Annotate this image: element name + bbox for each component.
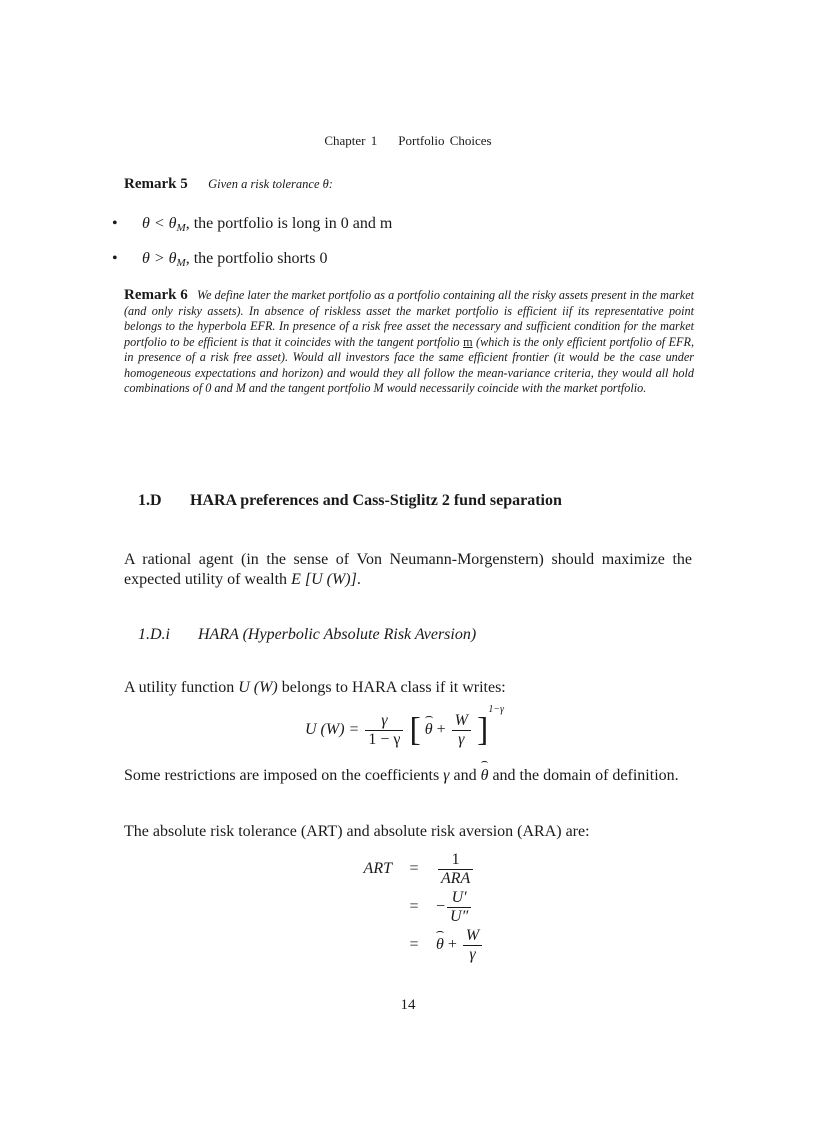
- bullet-icon: •: [112, 250, 118, 267]
- bullet-math-subscript: M: [176, 222, 186, 234]
- page-number: 14: [400, 997, 416, 1013]
- subsection-title-text: HARA (Hyperbolic Absolute Risk Aversion): [198, 626, 477, 643]
- equals-sign: =: [409, 936, 419, 953]
- list-item: [112, 214, 392, 249]
- section-number: 1.D: [138, 492, 162, 509]
- equation-row: [340, 888, 488, 926]
- paragraph-2: [124, 678, 692, 698]
- equation-row: [340, 850, 488, 888]
- row3-denominator: γ: [463, 945, 482, 964]
- remark-6-text-before: We define later the market portfolio as a portfolio containing all the risky assets present in the market (and only risky assets). In absence of riskless asset the market portfolio is efficient iif its representative point belongs to the hyperbola EFR. In presence of a risk free asset the necessary and sufficient condition for the market portfolio to be efficient is that it coincides with the tangent portfolio: [124, 288, 694, 349]
- inner-numerator: W: [454, 711, 468, 729]
- section-heading: [138, 492, 562, 510]
- paragraph-3-theta: θ: [480, 767, 489, 784]
- row3-fraction: [463, 927, 482, 964]
- running-header: [0, 133, 816, 149]
- equals-sign: =: [409, 860, 419, 877]
- equation-rhs: [432, 926, 488, 964]
- remark-6-underlined: m: [463, 334, 473, 349]
- row2-fraction: [447, 889, 471, 926]
- paragraph-3-before: Some restrictions are imposed on the coefficients: [124, 767, 444, 784]
- remark-5: [124, 173, 333, 193]
- row2-denominator: U″: [447, 907, 471, 926]
- row2-numerator: U′: [451, 888, 467, 906]
- right-bracket: ]: [476, 711, 489, 749]
- paragraph-3-gamma: γ: [443, 767, 450, 784]
- remark-6: [124, 288, 694, 397]
- paragraph-2-before: A utility function: [124, 679, 239, 696]
- minus-sign: −: [436, 897, 446, 915]
- plus-sign: +: [436, 721, 446, 738]
- paragraph-3: [124, 766, 692, 786]
- fraction-numerator: γ: [381, 711, 388, 729]
- left-bracket: [: [409, 711, 421, 749]
- equation-rhs: [432, 888, 488, 926]
- paragraph-3-after: and the domain of definition.: [488, 767, 679, 784]
- fraction-denominator: 1 − γ: [365, 730, 403, 749]
- chapter-label: Chapter 1: [324, 133, 378, 148]
- paragraph-1-text: A rational agent (in the sense of Von Neumann-Morgenstern) should maximize the expected utility of wealth: [124, 551, 692, 588]
- equation-fraction: [365, 712, 403, 749]
- subsection-number: 1.D.i: [138, 626, 170, 643]
- paragraph-1-end: .: [356, 571, 361, 588]
- equals-sign: =: [409, 898, 419, 915]
- paragraph-3-mid: and: [449, 767, 481, 784]
- paragraph-4-text: The absolute risk tolerance (ART) and absolute risk aversion (ARA) are:: [124, 823, 590, 840]
- bullet-icon: •: [112, 215, 118, 232]
- row1-denominator: ARA: [438, 869, 473, 888]
- row3-numerator: W: [465, 926, 480, 944]
- row1-numerator: 1: [451, 850, 460, 868]
- section-title-text: HARA preferences and Cass-Stiglitz 2 fund separation: [190, 492, 562, 509]
- inner-denominator: γ: [452, 730, 471, 749]
- remark-5-bullet-list: [112, 214, 392, 284]
- chapter-title: Portfolio Choices: [398, 133, 492, 148]
- equation-lhs: ART: [363, 860, 392, 877]
- row1-fraction: [438, 851, 473, 888]
- paragraph-2-after: belongs to HARA class if it writes:: [277, 679, 506, 696]
- bullet-text: , the portfolio is long in 0 and m: [185, 215, 393, 232]
- exponent: 1−γ: [488, 704, 505, 715]
- art-ara-equations: [340, 850, 488, 964]
- hara-utility-equation: [305, 704, 504, 749]
- remark-5-label: Remark 5: [124, 176, 188, 192]
- paragraph-1-math: E [U (W)]: [291, 571, 357, 588]
- subsection-heading: [138, 626, 476, 644]
- row3-plus: +: [447, 935, 457, 953]
- row3-theta: θ: [436, 935, 444, 953]
- inner-fraction: [452, 712, 471, 749]
- list-item: [112, 249, 392, 284]
- remark-6-label: Remark 6: [124, 287, 188, 303]
- bullet-math-subscript: M: [176, 257, 186, 269]
- theta-hat: θ: [424, 721, 433, 738]
- remark-6-text-after: (which is the only efficient portfolio of EFR, in presence of a risk free asset). Would all investors face the same efficient frontier (it would be the case under homogeneous expectations and horizon) and would they all follow the mean-variance criteria, they would all hold combinations of 0 and M and the tangent portfolio M would necessarily coincide with the market portfolio.: [124, 334, 694, 395]
- paragraph-1: [124, 550, 692, 590]
- bullet-math: θ < θ: [142, 215, 177, 232]
- remark-5-text: Given a risk tolerance θ:: [208, 177, 333, 191]
- bullet-math: θ > θ: [142, 250, 177, 267]
- equation-lhs: U (W) =: [305, 721, 360, 738]
- paragraph-4: [124, 822, 692, 842]
- equation-rhs: [432, 850, 488, 888]
- equation-row: [340, 926, 488, 964]
- bullet-text: , the portfolio shorts 0: [185, 250, 328, 267]
- paragraph-2-math: U (W): [238, 679, 278, 696]
